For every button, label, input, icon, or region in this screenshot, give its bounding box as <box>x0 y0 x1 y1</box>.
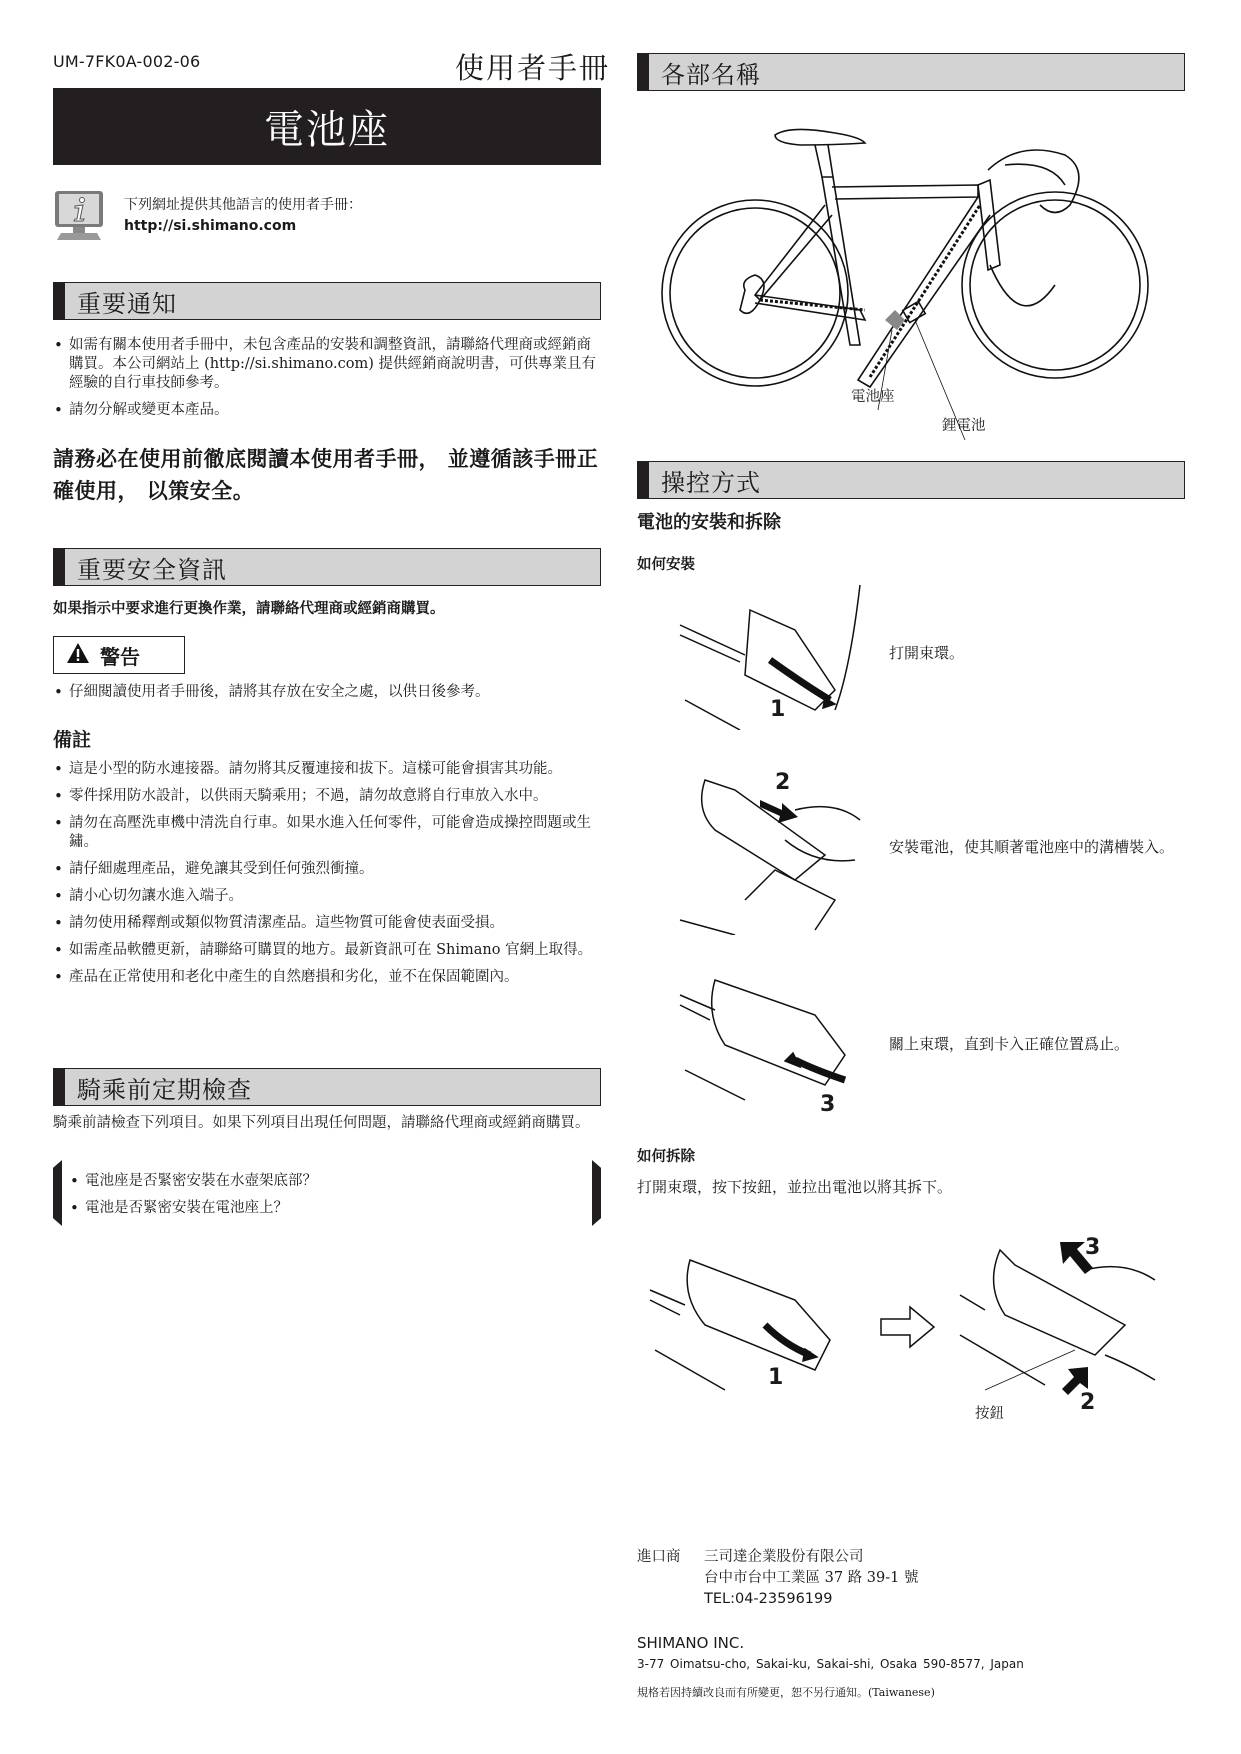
info-monitor-icon <box>53 188 107 242</box>
info-url-link[interactable]: http://si.shimano.com <box>124 218 297 234</box>
list-item: • 如需產品軟體更新，請聯絡可購買的地方。最新資訊可在 Shimano 官網上取得。 <box>53 941 601 960</box>
warning-badge <box>53 636 185 674</box>
step-number: 3 <box>1085 1235 1101 1260</box>
bicycle-diagram <box>660 115 1160 445</box>
list-item: • 如需有關本使用者手冊中，未包含產品的安裝和調整資訊，請聯絡代理商或經銷商購買。本公司網站上 (http://si.shimano.com) 提供經銷商說明書，可供專業且有經驗的自行車技師參考。 <box>53 336 601 393</box>
warning-list <box>53 683 601 710</box>
list-item: • 請小心切勿讓水進入端子。 <box>53 887 601 906</box>
notes-heading: 備註 <box>53 729 92 751</box>
section-heading-operation: 操控方式 <box>637 461 1185 499</box>
list-item: • 產品在正常使用和老化中產生的自然磨損和劣化，並不在保固範圍內。 <box>53 968 601 987</box>
document-number: UM-7FK0A-002-06 <box>53 52 201 71</box>
info-message: 下列網址提供其他語言的使用者手冊： <box>124 197 362 213</box>
install-step-2-illustration <box>675 770 875 935</box>
list-item: • 電池座是否緊密安裝在水壺架底部？ <box>69 1172 569 1191</box>
disclaimer: 規格若因持續改良而有所變更，恕不另行通知。(Taiwanese) <box>637 1686 935 1699</box>
step-number: 2 <box>775 770 791 795</box>
bracket-left <box>53 1160 62 1226</box>
remove-text: 打開束環，按下按鈕，並拉出電池以將其拆下。 <box>637 1178 953 1196</box>
list-item: • 電池是否緊密安裝在電池座上？ <box>69 1199 569 1218</box>
list-item: • 請勿使用稀釋劑或類似物質清潔產品。這些物質可能會使表面受損。 <box>53 914 601 933</box>
section-heading-safety: 重要安全資訊 <box>53 548 601 586</box>
remove-heading: 如何拆除 <box>637 1149 695 1165</box>
step-number: 2 <box>1080 1390 1096 1415</box>
install-step-3-text: 關上束環，直到卡入正確位置爲止。 <box>889 1035 1130 1053</box>
label-release-button: 按鈕 <box>975 1406 1004 1422</box>
important-notice-list <box>53 336 601 428</box>
label-lithium-battery: 鋰電池 <box>942 418 986 434</box>
company-address: 3-77 Oimatsu-cho, Sakai-ku, Sakai-shi, Osaka 590-8577, Japan <box>637 1657 1024 1671</box>
install-heading: 如何安裝 <box>637 557 695 573</box>
info-text <box>124 195 362 237</box>
importer-name: 三司達企業股份有限公司 <box>704 1549 864 1565</box>
operation-subheading: 電池的安裝和拆除 <box>637 512 781 533</box>
bracket-right <box>592 1160 601 1226</box>
importer-address: 台中市台中工業區 37 路 39-1 號 <box>704 1570 919 1586</box>
install-step-1-illustration <box>675 580 875 730</box>
safety-intro: 如果指示中要求進行更換作業，請聯絡代理商或經銷商購買。 <box>53 601 445 617</box>
document-type: 使用者手冊 <box>455 51 611 85</box>
install-step-2-text: 安裝電池，使其順著電池座中的溝槽裝入。 <box>889 838 1175 856</box>
install-step-1-text: 打開束環。 <box>889 644 965 662</box>
label-battery-mount: 電池座 <box>851 389 895 405</box>
warning-label: 警告 <box>100 644 140 669</box>
list-item: • 請勿分解或變更本產品。 <box>53 401 601 420</box>
list-item: • 請仔細處理產品，避免讓其受到任何強烈衝撞。 <box>53 860 601 879</box>
remove-step-1-illustration <box>645 1245 845 1395</box>
step-number: 1 <box>770 697 786 722</box>
list-item: • 零件採用防水設計，以供雨天騎乘用；不過，請勿故意將自行車放入水中。 <box>53 787 601 806</box>
list-item: • 請勿在高壓洗車機中清洗自行車。如果水進入任何零件，可能會造成操控問題或生鏽。 <box>53 814 601 852</box>
section-heading-important-notice: 重要通知 <box>53 282 601 320</box>
importer-label: 進口商 <box>637 1549 681 1565</box>
inspection-intro: 騎乘前請檢查下列項目。如果下列項目出現任何問題，請聯絡代理商或經銷商購買。 <box>53 1115 590 1131</box>
warning-triangle-icon <box>66 642 90 669</box>
step-number: 1 <box>768 1365 784 1390</box>
section-heading-parts: 各部名稱 <box>637 53 1185 91</box>
install-step-3-illustration <box>675 975 875 1115</box>
company-name: SHIMANO INC. <box>637 1634 745 1652</box>
page-title: 電池座 <box>53 88 601 165</box>
section-heading-inspection: 騎乘前定期檢查 <box>53 1068 601 1106</box>
importer-block <box>637 1547 1197 1610</box>
inspection-checklist <box>53 1160 601 1226</box>
next-arrow-icon <box>880 1305 936 1353</box>
step-number: 3 <box>820 1092 836 1117</box>
notes-list <box>53 760 601 995</box>
importer-tel: TEL:04-23596199 <box>704 1591 833 1607</box>
safety-emphasis: 請務必在使用前徹底閱讀本使用者手冊， 並遵循該手冊正確使用， 以策安全。 <box>53 447 599 503</box>
list-item: • 仔細閱讀使用者手冊後，請將其存放在安全之處，以供日後參考。 <box>53 683 601 702</box>
list-item: • 這是小型的防水連接器。請勿將其反覆連接和拔下。這樣可能會損害其功能。 <box>53 760 601 779</box>
